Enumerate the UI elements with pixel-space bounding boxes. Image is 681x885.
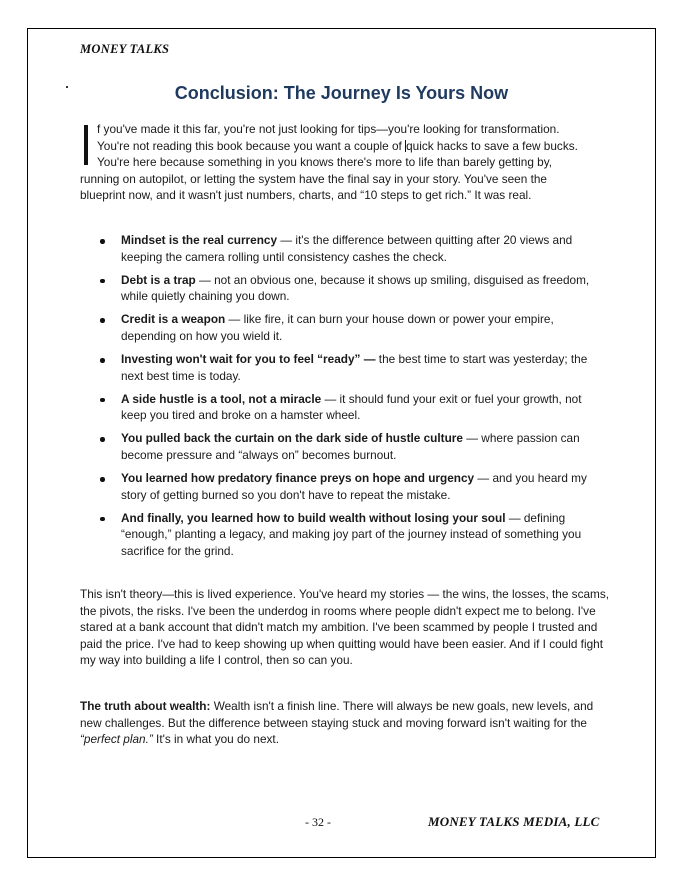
- intro-line: f you've made it this far, you're not just looking for tips—you're looking for transformation.: [97, 122, 560, 136]
- paragraph-emphasis: “perfect plan.”: [80, 732, 153, 747]
- item-text: — it's the difference between quitting after 20 views and keeping the camera rolling until consistency cashes the check.: [121, 233, 573, 264]
- list-item: [80, 351, 610, 384]
- lived-experience-paragraph: This isn't theory—this is lived experience. You've heard my stories — the wins, the losses, the scams, the pivots, the risks. I've been the underdog in rooms where people didn't expect me to belong. I've stared at a bank account that didn't match my ambition. I've been scammed by people I trusted and paid the price. I've had to keep showing up when quitting would have been easier. And if I could fight my way into building a life I control, then so can you.: [80, 587, 610, 668]
- item-lead: You learned how predatory finance preys on hope and urgency: [121, 471, 475, 486]
- list-item: [80, 430, 610, 463]
- paragraph-body: Wealth isn't a finish line. There will always be new goals, new levels, and new challenges. But the difference between staying stuck and moving forward isn't waiting for the: [80, 699, 594, 730]
- bullet-icon: [100, 477, 105, 482]
- intro-line: blueprint now, and it wasn't just numbers, charts, and “10 steps to get rich.” It was real.: [80, 188, 532, 203]
- bullet-icon: [100, 318, 105, 323]
- paragraph-tail: It's in what you do next.: [152, 732, 279, 747]
- chapter-title: Conclusion: The Journey Is Yours Now: [174, 83, 509, 103]
- running-header: MONEY TALKS: [80, 42, 170, 56]
- item-lead: Investing won't wait for you to feel “ready” —: [121, 352, 376, 367]
- item-lead: Credit is a weapon: [121, 312, 226, 327]
- page-frame: [27, 28, 656, 858]
- item-text: — where passion can become pressure and “always on” becomes burnout.: [121, 431, 580, 463]
- intro-line: running on autopilot, or letting the system have the final say in your story. You've seen the: [80, 171, 547, 186]
- footer-company-name: MONEY TALKS MEDIA, LLC: [428, 814, 600, 829]
- intro-line: You're here because something in you knows there's more to life than barely getting by,: [97, 155, 553, 170]
- item-text: — it should fund your exit or fuel your growth, not keep you tired and broke on a hamster wheel.: [121, 391, 582, 423]
- list-item: [80, 470, 610, 503]
- list-item: [80, 391, 610, 424]
- item-lead: You pulled back the curtain on the dark side of hustle culture: [121, 431, 463, 446]
- list-item: [80, 232, 610, 265]
- intro-line-part: quick hacks to save a few bucks.: [406, 138, 578, 153]
- paragraph-lead: The truth about wealth:: [80, 699, 211, 713]
- key-takeaways-list: [80, 232, 610, 566]
- bullet-icon: [100, 437, 105, 442]
- list-item: [80, 272, 610, 305]
- list-item: [80, 311, 610, 344]
- item-lead: A side hustle is a tool, not a miracle: [121, 391, 322, 406]
- item-lead: Debt is a trap: [121, 272, 196, 287]
- item-text: — and you heard my story of getting burned so you don't have to repeat the mistake.: [121, 471, 587, 502]
- item-text: — not an obvious one, because it shows up smiling, disguised as freedom, while quietly chaining you down.: [121, 272, 590, 304]
- truth-about-wealth-paragraph: [80, 698, 610, 748]
- bullet-icon: [100, 517, 105, 522]
- item-text: the best time to start was yesterday; the next best time is today.: [121, 352, 588, 383]
- item-text: — defining “enough,” planting a legacy, and making joy part of the journey instead of something you sacrifice for the grind.: [121, 510, 582, 558]
- page-number: - 32 -: [305, 815, 331, 829]
- item-lead: And finally, you learned how to build wealth without losing your soul: [121, 510, 506, 525]
- bullet-icon: [100, 398, 105, 403]
- item-lead: Mindset is the real currency: [121, 233, 278, 247]
- bullet-icon: [100, 358, 105, 363]
- drop-cap-letter-i: [84, 125, 88, 165]
- bullet-icon: [100, 239, 105, 244]
- intro-paragraph: [80, 121, 610, 204]
- list-item: [80, 510, 610, 560]
- intro-line: [80, 138, 610, 155]
- item-text: — like fire, it can burn your house down or power your empire, depending on how you wield it.: [121, 312, 554, 343]
- intro-line-part: You're not reading this book because you want a couple of: [97, 138, 406, 153]
- bullet-icon: [100, 279, 105, 284]
